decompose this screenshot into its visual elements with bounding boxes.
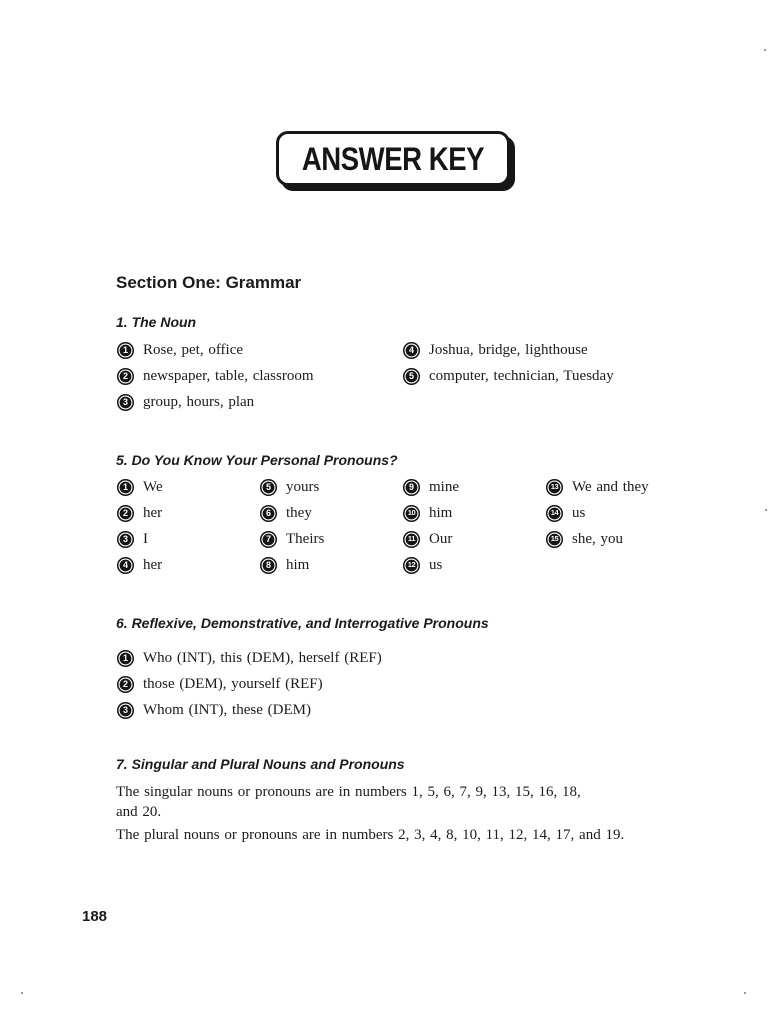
answer-item <box>260 474 403 500</box>
answer-key-title-box <box>276 131 510 186</box>
answer-number-badge: 11 <box>403 531 420 548</box>
answer-text: she, you <box>572 531 623 547</box>
answer-number-badge: 3 <box>117 394 134 411</box>
answer-number-badge: 8 <box>260 557 277 574</box>
answer-text: Theirs <box>286 531 325 547</box>
answer-text: those (DEM), yourself (REF) <box>143 676 323 692</box>
answer-text: us <box>572 505 586 521</box>
answer-number-badge: 2 <box>117 676 134 693</box>
answer-item <box>117 363 403 389</box>
answer-item <box>260 500 403 526</box>
answer-text: newspaper, table, classroom <box>143 368 314 384</box>
answer-text: I <box>143 531 148 547</box>
section-heading: Section One: Grammar <box>116 273 302 292</box>
page-number: 188 <box>82 908 108 925</box>
answer-text: We <box>143 479 163 495</box>
page-title: ANSWER KEY <box>301 140 485 177</box>
answer-number-badge: 13 <box>546 479 563 496</box>
answer-list <box>117 337 689 415</box>
answer-text: mine <box>429 479 459 495</box>
answer-text: Our <box>429 531 453 547</box>
answer-text: Whom (INT), these (DEM) <box>143 702 311 718</box>
answer-item <box>117 526 260 552</box>
answer-text: him <box>286 557 310 573</box>
answer-number-badge: 1 <box>117 479 134 496</box>
answer-item <box>117 337 403 363</box>
answer-item <box>546 526 689 552</box>
answer-text: him <box>429 505 453 521</box>
answer-number-badge: 6 <box>260 505 277 522</box>
exercise-the-noun <box>116 313 689 415</box>
answer-list <box>117 645 537 723</box>
answer-text: group, hours, plan <box>143 394 255 410</box>
answer-item <box>403 500 546 526</box>
answer-item <box>403 337 689 363</box>
answer-item <box>260 552 403 578</box>
exercise-heading: 5. Do You Know Your Personal Pronouns? <box>116 452 398 468</box>
answer-number-badge: 1 <box>117 650 134 667</box>
crop-mark <box>744 992 746 994</box>
answer-text: her <box>143 505 163 521</box>
answer-number-badge: 2 <box>117 505 134 522</box>
answer-item <box>403 526 546 552</box>
answer-text: her <box>143 557 163 573</box>
answer-item <box>403 552 546 578</box>
crop-mark <box>21 992 23 994</box>
answer-item <box>117 474 260 500</box>
answer-item <box>117 671 537 697</box>
answer-item <box>403 363 689 389</box>
answer-number-badge: 5 <box>403 368 420 385</box>
exercise-heading: 7. Singular and Plural Nouns and Pronouns <box>116 756 405 772</box>
answer-number-badge: 1 <box>117 342 134 359</box>
answer-item <box>117 552 260 578</box>
answer-number-badge: 14 <box>546 505 563 522</box>
answer-item <box>546 500 689 526</box>
answer-number-badge: 12 <box>403 557 420 574</box>
answer-text: We and they <box>572 479 649 495</box>
answer-paragraph: The plural nouns or pronouns are in numbers 2, 3, 4, 8, 10, 11, 12, 14, 17, and 19. <box>116 827 625 843</box>
answer-item <box>117 389 403 415</box>
exercise-singular-plural-nouns-pronouns <box>116 755 716 845</box>
answer-number-badge: 4 <box>403 342 420 359</box>
exercise-personal-pronouns <box>116 451 689 578</box>
answer-text: Who (INT), this (DEM), herself (REF) <box>143 650 382 666</box>
answer-text: yours <box>286 479 320 495</box>
answer-text: they <box>286 505 312 521</box>
answer-list <box>117 474 689 578</box>
answer-number-badge: 3 <box>117 531 134 548</box>
answer-item <box>260 526 403 552</box>
crop-mark <box>764 49 766 51</box>
answer-number-badge: 7 <box>260 531 277 548</box>
answer-item <box>117 697 537 723</box>
crop-mark <box>765 509 767 511</box>
answer-number-badge: 4 <box>117 557 134 574</box>
answer-text: Rose, pet, office <box>143 342 244 358</box>
answer-paragraph: The singular nouns or pronouns are in numbers 1, 5, 6, 7, 9, 13, 15, 16, 18, and 20. <box>116 784 581 820</box>
answer-text: computer, technician, Tuesday <box>429 368 614 384</box>
answer-number-badge: 15 <box>546 531 563 548</box>
answer-text: us <box>429 557 443 573</box>
exercise-reflexive-demonstrative-interrogative-pronouns <box>116 614 537 723</box>
answer-number-badge: 5 <box>260 479 277 496</box>
answer-number-badge: 9 <box>403 479 420 496</box>
answer-item <box>117 645 537 671</box>
answer-number-badge: 3 <box>117 702 134 719</box>
exercise-heading: 1. The Noun <box>116 314 197 330</box>
answer-text: Joshua, bridge, lighthouse <box>429 342 588 358</box>
answer-item <box>117 500 260 526</box>
exercise-heading: 6. Reflexive, Demonstrative, and Interrogative Pronouns <box>116 615 489 631</box>
answer-item <box>546 474 689 500</box>
answer-number-badge: 2 <box>117 368 134 385</box>
answer-item <box>403 474 546 500</box>
answer-number-badge: 10 <box>403 505 420 522</box>
